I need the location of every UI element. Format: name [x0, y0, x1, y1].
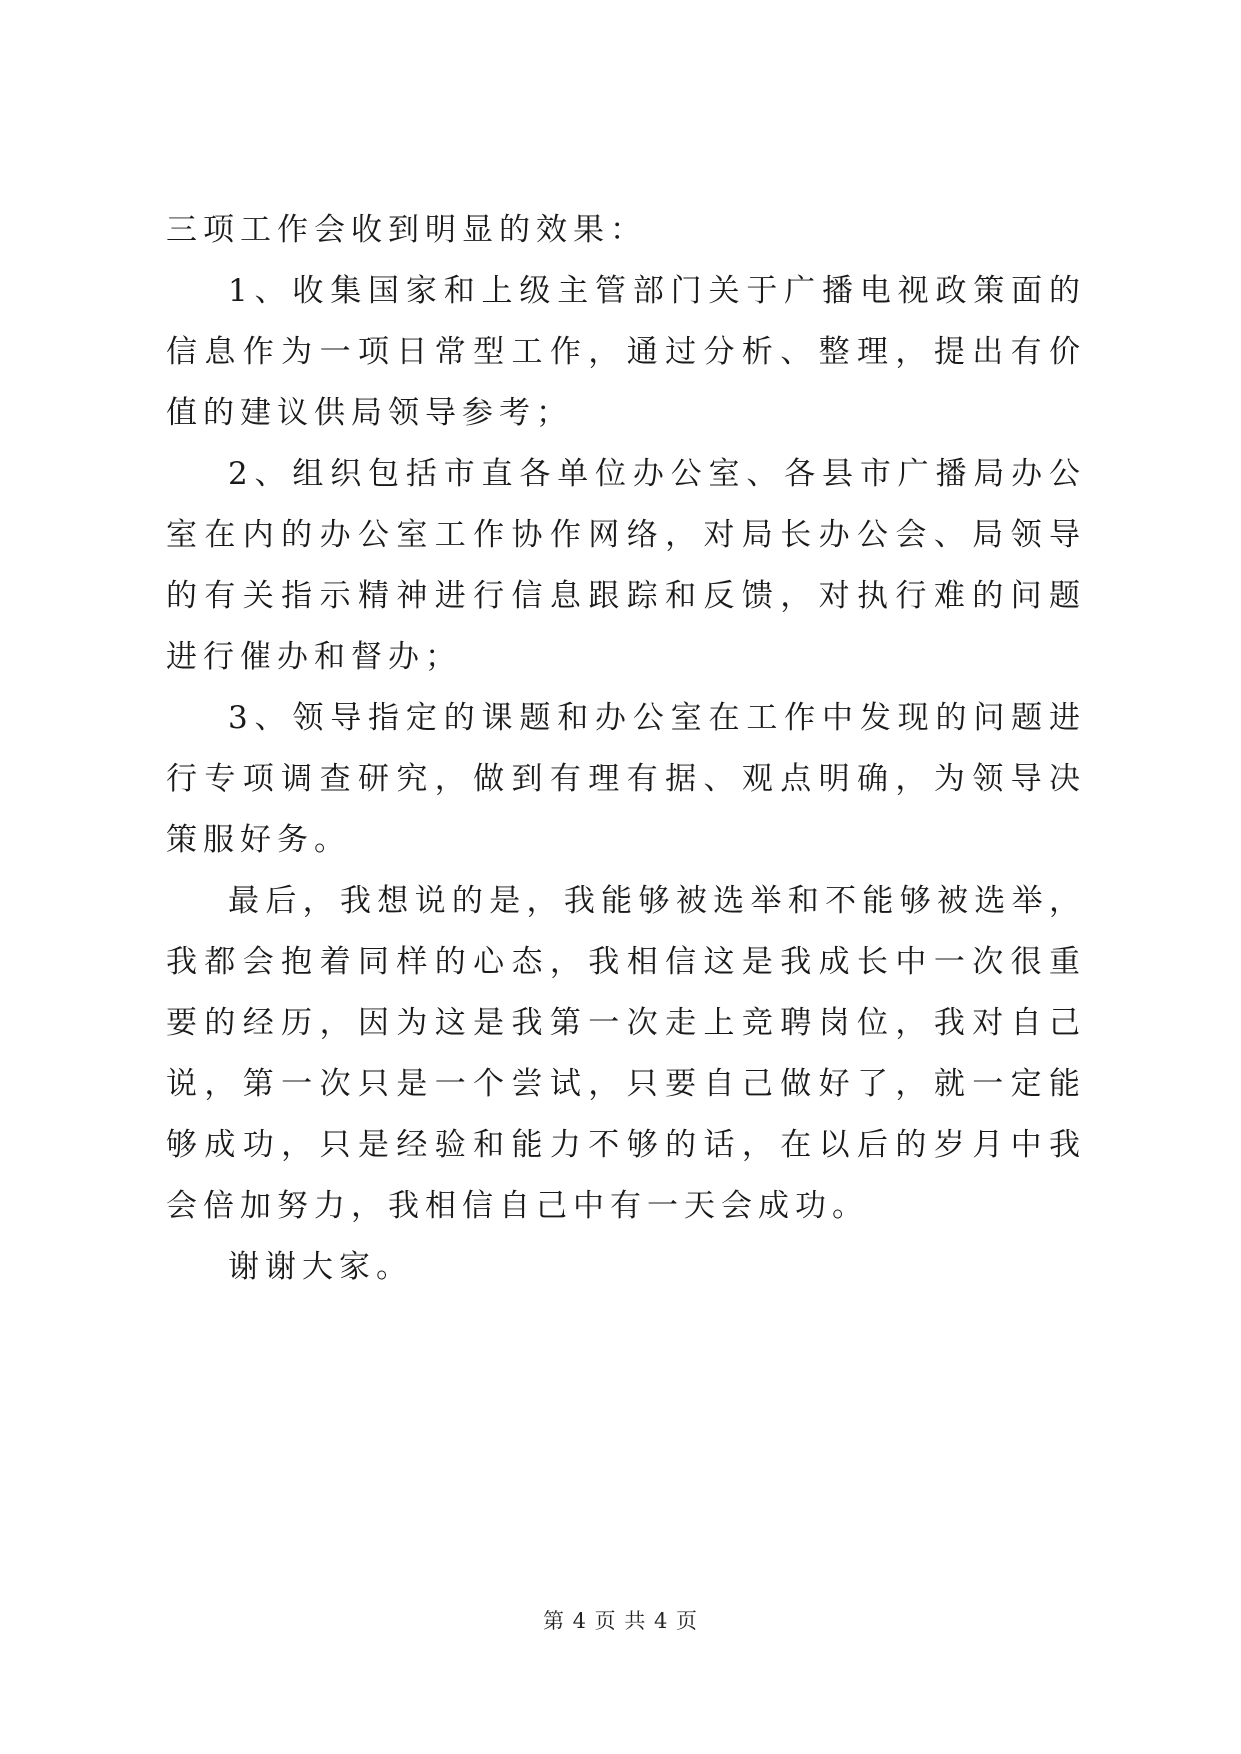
paragraph-item-2: 2、组织包括市直各单位办公室、各县市广播局办公室在内的办公室工作协作网络，对局长办公会、局领导的有关指示精神进行信息跟踪和反馈，对执行难的问题进行催办和督办； [166, 456, 1086, 675]
paragraph-thanks: 谢谢大家。 [228, 1249, 413, 1285]
paragraph-continuation: 三项工作会收到明显的效果： [166, 212, 647, 248]
page-number-footer: 第 4 页 共 4 页 [542, 1609, 699, 1633]
paragraph-item-1: 1、收集国家和上级主管部门关于广播电视政策面的信息作为一项日常型工作，通过分析、整理，提出有价值的建议供局领导参考； [166, 273, 1086, 431]
paragraph-item-3: 3、领导指定的课题和办公室在工作中发现的问题进行专项调查研究，做到有理有据、观点明确，为领导决策服好务。 [166, 700, 1086, 858]
document-body [166, 200, 1086, 1298]
paragraph-closing: 最后，我想说的是，我能够被选举和不能够被选举，我都会抱着同样的心态，我相信这是我成长中一次很重要的经历，因为这是我第一次走上竞聘岗位，我对自己说，第一次只是一个尝试，只要自己做好了，就一定能够成功，只是经验和能力不够的话，在以后的岁月中我会倍加努力，我相信自己中有一天会成功。 [166, 883, 1086, 1224]
